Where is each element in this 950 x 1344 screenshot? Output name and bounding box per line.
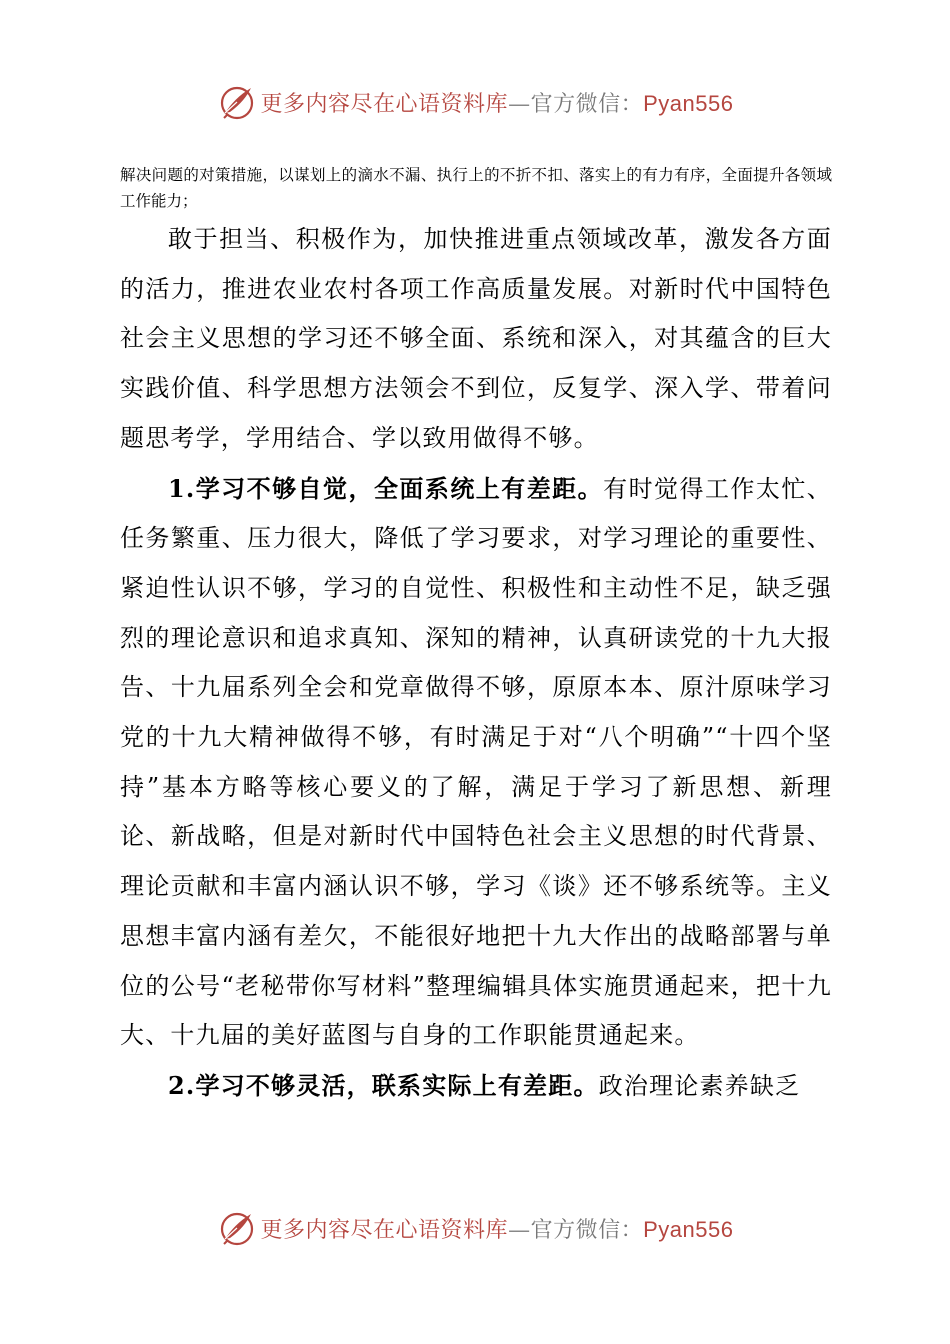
item-1-body: 有时觉得工作太忙、任务繁重、压力很大，降低了学习要求，对学习理论的重要性、紧迫性认识不够，学习的自觉性、积极性和主动性不足，缺乏强烈的理论意识和追求真知、深知的精神，认真研读党的十九大报告、十九届系列全会和党章做得不够，原原本本、原汁原味学习党的十九大精神做得不够，有时满足于对“八个明确”“十四个坚持”基本方略等核心要义的了解，满足于学习了新思想、新理论、新战略，但是对新时代中国特色社会主义思想的时代背景、理论贡献和丰富内涵认识不够，学习《谈》还不够系统等。主义思想丰富内涵有差欠，不能很好地把十九大作出的战略部署与单位的公号“老秘带你写材料”整理编辑具体实施贯通起来，把十九大、十九届的美好蓝图与自身的工作职能贯通起来。 [120,474,832,1050]
item-2-paragraph [120,1061,832,1112]
wechat-label: 官方微信： [530,1217,644,1243]
paragraph-1: 敢于担当、积极作为，加快推进重点领域改革，激发各方面的活力，推进农业农村各项工作高质量发展。对新时代中国特色社会主义思想的学习还不够全面、系统和深入，对其蕴含的巨大实践价值、科学思想方法领会不到位，反复学、深入学、带着问题思考学，学用结合、学以致用做得不够。 [120,225,832,452]
site-name: 更多内容尽在心语资料库 [260,1217,509,1243]
intro-paragraph: 解决问题的对策措施，以谋划上的滴水不漏、执行上的不折不扣、落实上的有力有序，全面提升各领域工作能力； [120,166,832,210]
item-1-heading: 1.学习不够自觉，全面系统上有差距。 [168,473,604,503]
item-1-paragraph [120,464,832,1061]
document-body [120,215,832,1112]
banner-dash: — [508,91,531,117]
header-banner [0,80,950,124]
banner-text [261,87,734,118]
quill-pen-icon [217,1208,257,1248]
site-name: 更多内容尽在心语资料库 [260,91,509,117]
quill-pen-icon [217,82,257,122]
item-2-heading: 2.学习不够灵活，联系实际上有差距。 [168,1070,599,1100]
wechat-id: Pyan556 [643,1216,734,1242]
banner-text [261,1213,734,1244]
item-2-body: 政治理论素养缺乏 [598,1071,801,1100]
footer-banner [0,1206,950,1250]
wechat-id: Pyan556 [643,90,734,116]
wechat-label: 官方微信： [530,91,644,117]
banner-dash: — [508,1217,531,1243]
